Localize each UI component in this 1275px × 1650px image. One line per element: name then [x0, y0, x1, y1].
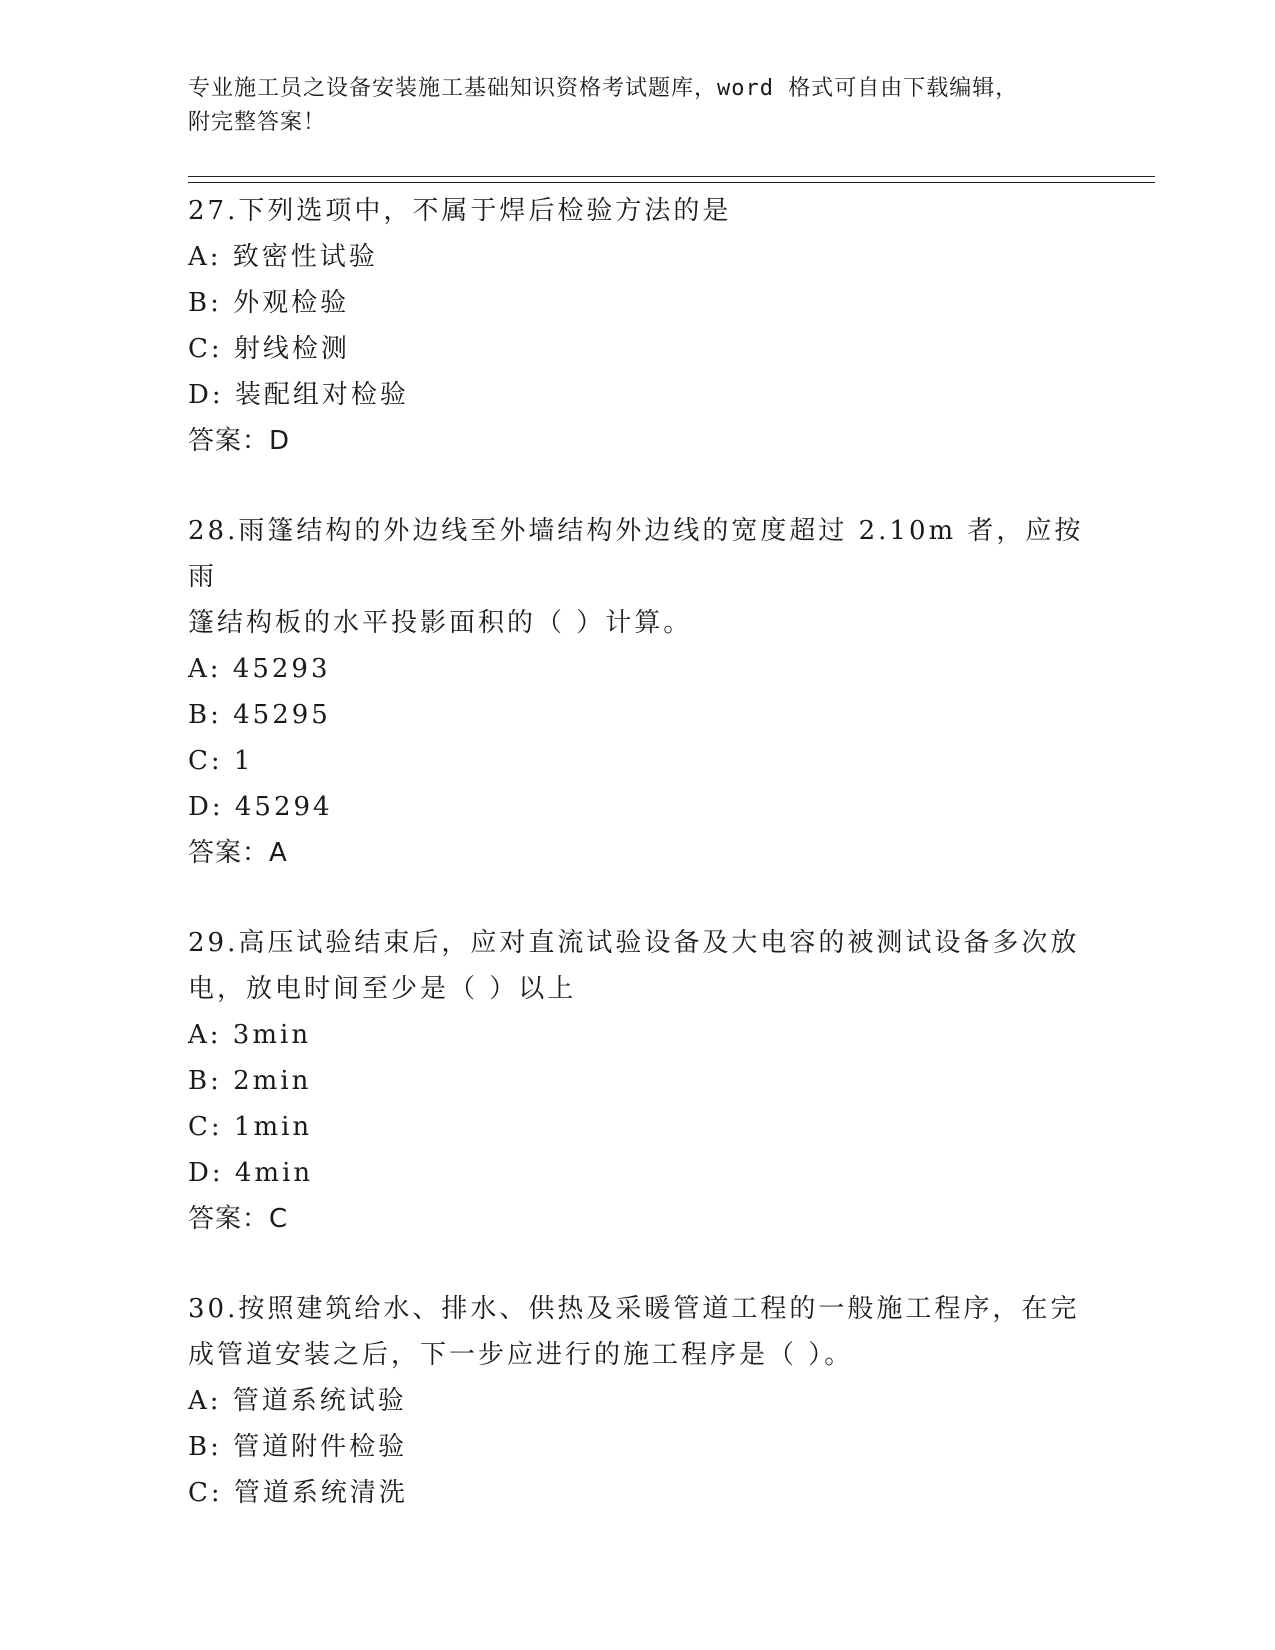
option-c: C: 1	[188, 746, 254, 776]
document-header	[188, 72, 1088, 140]
question-stem-line-1: 29.高压试验结束后，应对直流试验设备及大电容的被测试设备多次放	[188, 928, 1080, 958]
option-b: B: 外观检验	[188, 288, 350, 318]
option-d: D: 45294	[188, 792, 333, 822]
question-stem-line-2: 成管道安装之后，下一步应进行的施工程序是（ ）。	[188, 1340, 854, 1370]
header-divider-bottom	[188, 182, 1155, 183]
option-b: B: 45295	[188, 700, 331, 730]
question-stem: 27.下列选项中，不属于焊后检验方法的是	[188, 196, 732, 226]
question-stem-line-2: 篷结构板的水平投影面积的（ ）计算。	[188, 608, 693, 638]
question-stem-line-1: 28.雨篷结构的外边线至外墙结构外边线的宽度超过 2.10m 者，应按雨	[188, 516, 1084, 592]
option-b: B: 2min	[188, 1066, 312, 1096]
question-list	[188, 188, 1088, 1516]
answer-line: 答案：A	[188, 838, 288, 868]
option-a: A: 45293	[188, 654, 331, 684]
option-a: A: 管道系统试验	[188, 1386, 407, 1416]
answer-line: 答案：C	[188, 1204, 289, 1234]
header-divider-top	[188, 176, 1155, 177]
option-c: C: 1min	[188, 1112, 313, 1142]
option-a: A: 3min	[188, 1020, 312, 1050]
option-d: D: 4min	[188, 1158, 314, 1188]
question-stem-line-1: 30.按照建筑给水、排水、供热及采暖管道工程的一般施工程序，在完	[188, 1294, 1080, 1324]
header-line-1: 专业施工员之设备安装施工基础知识资格考试题库，word 格式可自由下载编辑，	[188, 76, 1019, 101]
question-28	[188, 508, 1088, 876]
question-27	[188, 188, 1088, 464]
option-d: D: 装配组对检验	[188, 380, 409, 410]
option-b: B: 管道附件检验	[188, 1432, 408, 1462]
option-c: C: 管道系统清洗	[188, 1478, 408, 1508]
option-c: C: 射线检测	[188, 334, 350, 364]
header-line-2: 附完整答案！	[188, 110, 327, 135]
option-a: A: 致密性试验	[188, 242, 378, 272]
question-30	[188, 1286, 1088, 1516]
question-stem-line-2: 电，放电时间至少是（ ）以上	[188, 974, 577, 1004]
question-29	[188, 920, 1088, 1242]
answer-line: 答案：D	[188, 426, 291, 456]
